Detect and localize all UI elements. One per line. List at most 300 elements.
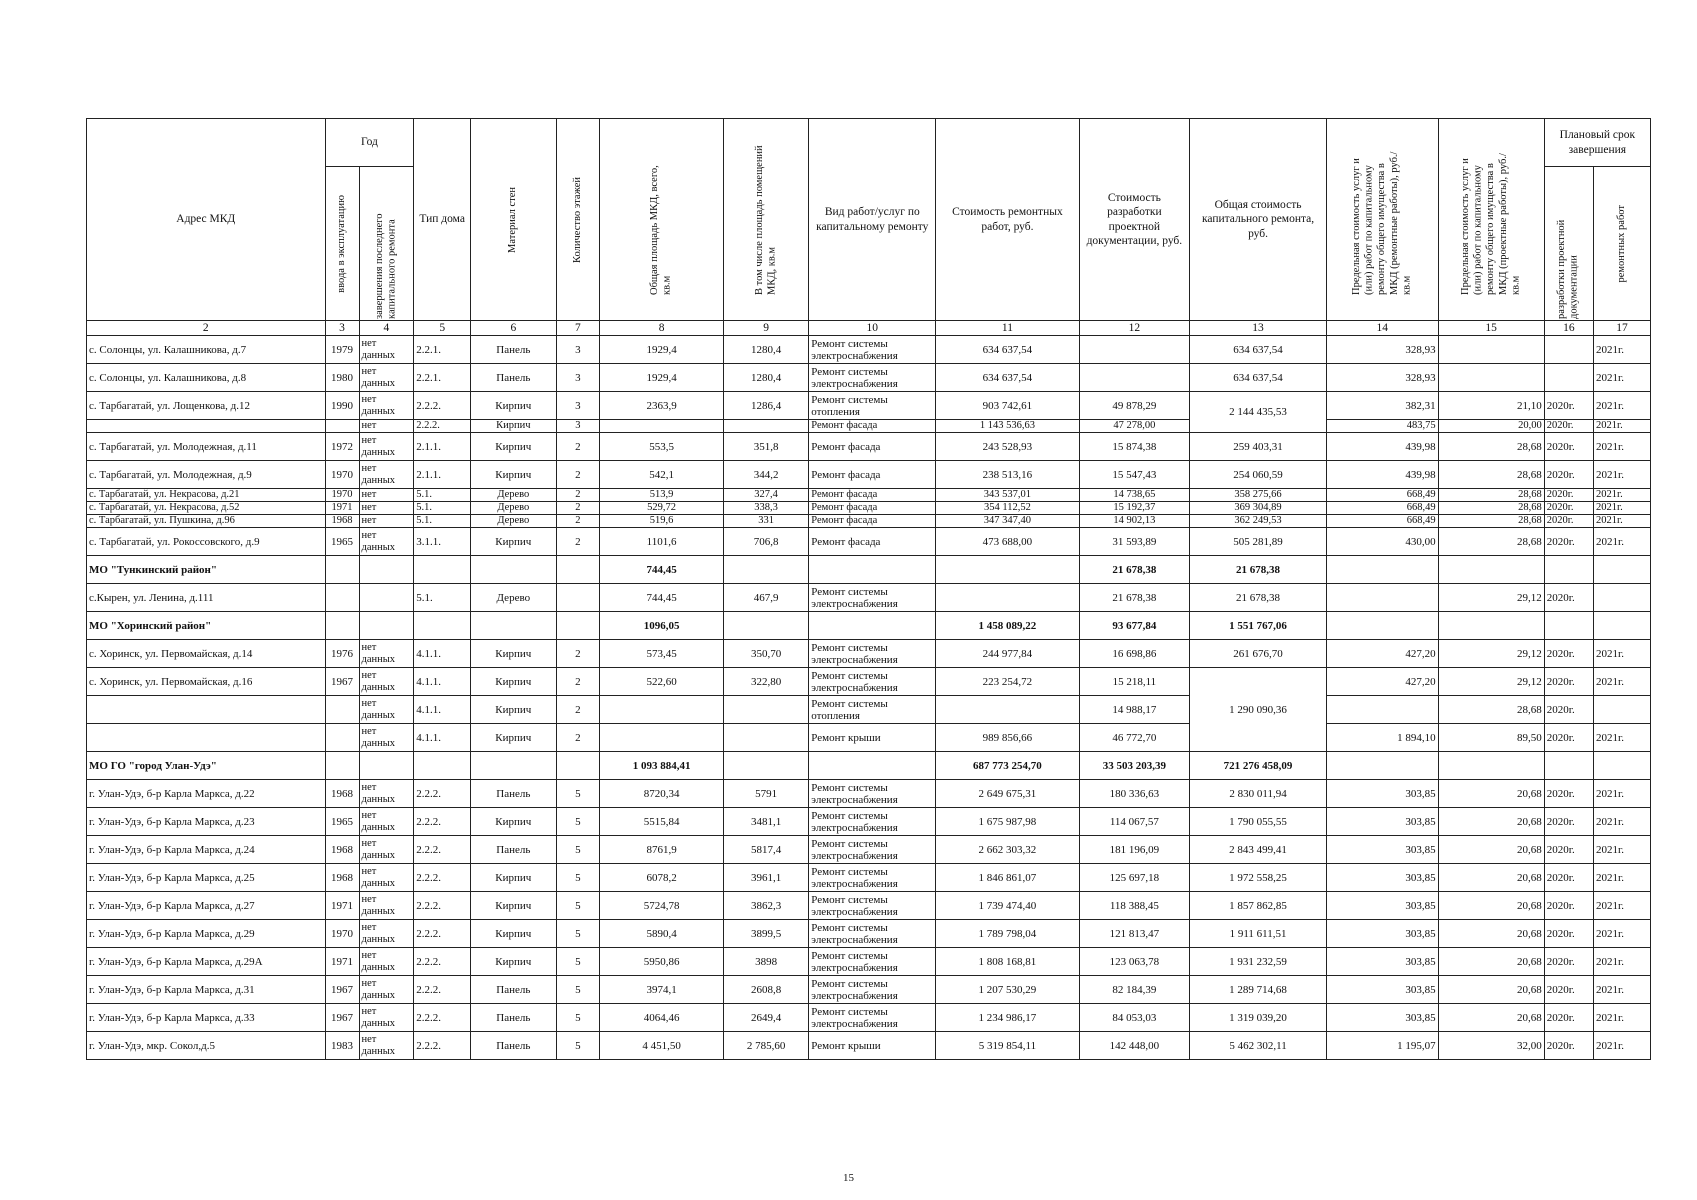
- design-cost-cell: 181 196,09: [1079, 836, 1190, 864]
- year-last-repair-cell: нет данных: [359, 1032, 414, 1060]
- table-row: [87, 364, 1651, 392]
- limit-design-cell: 20,68: [1438, 920, 1544, 948]
- total-cost-cell: 1 290 090,36: [1190, 668, 1327, 752]
- design-cost-cell: 125 697,18: [1079, 864, 1190, 892]
- term-design-cell: 2020г.: [1544, 1004, 1593, 1032]
- year-last-repair-cell: нет: [359, 489, 414, 502]
- design-cost-cell: 49 878,29: [1079, 392, 1190, 420]
- house-type-cell: 5.1.: [414, 584, 471, 612]
- total-cost-cell: 2 144 435,53: [1190, 392, 1327, 433]
- design-cost-cell: 14 988,17: [1079, 696, 1190, 724]
- table-row: [87, 392, 1651, 420]
- header-floors: Количество этажей: [571, 176, 583, 263]
- total-cost-cell: 261 676,70: [1190, 640, 1327, 668]
- year-commission-cell: [325, 584, 359, 612]
- limit-repair-cell: [1326, 696, 1438, 724]
- work-type-cell: Ремонт фасада: [809, 489, 936, 502]
- limit-repair-cell: 668,49: [1326, 502, 1438, 515]
- total-cost-cell: 358 275,66: [1190, 489, 1327, 502]
- table-row: [87, 433, 1651, 461]
- limit-repair-cell: 328,93: [1326, 336, 1438, 364]
- term-repair-cell: 2021г.: [1593, 864, 1650, 892]
- limit-repair-cell: 303,85: [1326, 948, 1438, 976]
- premises-area-cell: 3481,1: [723, 808, 808, 836]
- address-cell: с. Тарбагатай, ул. Молодежная, д.9: [87, 461, 326, 489]
- design-cost-cell: 16 698,86: [1079, 640, 1190, 668]
- year-commission-cell: 1980: [325, 364, 359, 392]
- table-row: [87, 584, 1651, 612]
- repair-cost-cell: 347 347,40: [936, 515, 1079, 528]
- limit-design-cell: 20,68: [1438, 780, 1544, 808]
- design-cost-cell: 47 278,00: [1079, 420, 1190, 433]
- term-design-cell: 2020г.: [1544, 780, 1593, 808]
- column-number: 15: [1438, 321, 1544, 336]
- house-type-cell: 2.2.1.: [414, 364, 471, 392]
- repair-cost-cell: [936, 696, 1079, 724]
- header-limit-repair: Предельная стоимость услуг и (или) работ по капитальному ремонту общего имущества в МКД (ремонтные работы), руб./кв.м: [1350, 151, 1413, 295]
- house-type-cell: 2.2.2.: [414, 808, 471, 836]
- term-repair-cell: 2021г.: [1593, 392, 1650, 420]
- premises-area-cell: 344,2: [723, 461, 808, 489]
- design-cost-cell: 121 813,47: [1079, 920, 1190, 948]
- floors-cell: 5: [556, 836, 600, 864]
- work-type-cell: Ремонт крыши: [809, 724, 936, 752]
- year-last-repair-cell: нет: [359, 420, 414, 433]
- year-last-repair-cell: нет данных: [359, 364, 414, 392]
- repair-cost-cell: 223 254,72: [936, 668, 1079, 696]
- repair-cost-cell: 238 513,16: [936, 461, 1079, 489]
- address-cell: г. Улан-Удэ, б-р Карла Маркса, д.29: [87, 920, 326, 948]
- address-cell: г. Улан-Удэ, б-р Карла Маркса, д.29А: [87, 948, 326, 976]
- repair-cost-cell: 343 537,01: [936, 489, 1079, 502]
- work-type-cell: Ремонт системы электроснабжения: [809, 808, 936, 836]
- limit-design-cell: [1438, 364, 1544, 392]
- year-commission-cell: 1983: [325, 1032, 359, 1060]
- term-repair-cell: 2021г.: [1593, 1004, 1650, 1032]
- limit-repair-cell: 483,75: [1326, 420, 1438, 433]
- work-type-cell: Ремонт системы электроснабжения: [809, 948, 936, 976]
- year-commission-cell: 1972: [325, 433, 359, 461]
- wall-material-cell: Кирпич: [471, 420, 556, 433]
- limit-design-cell: 20,68: [1438, 892, 1544, 920]
- year-commission-cell: 1970: [325, 489, 359, 502]
- wall-material-cell: Панель: [471, 836, 556, 864]
- work-type-cell: Ремонт системы отопления: [809, 392, 936, 420]
- limit-design-cell: 28,68: [1438, 528, 1544, 556]
- premises-area-cell: 2608,8: [723, 976, 808, 1004]
- design-cost-cell: 31 593,89: [1079, 528, 1190, 556]
- limit-repair-cell: 668,49: [1326, 489, 1438, 502]
- premises-area-cell: 327,4: [723, 489, 808, 502]
- address-cell: с. Хоринск, ул. Первомайская, д.14: [87, 640, 326, 668]
- total-area-cell: 529,72: [600, 502, 724, 515]
- design-cost-cell: 14 902,13: [1079, 515, 1190, 528]
- table-row: [87, 920, 1651, 948]
- total-area-cell: 744,45: [600, 584, 724, 612]
- total-cost-cell: 1 289 714,68: [1190, 976, 1327, 1004]
- address-cell: с. Тарбагатай, ул. Молодежная, д.11: [87, 433, 326, 461]
- address-cell: с. Тарбагатай, ул. Пушкина, д.96: [87, 515, 326, 528]
- house-type-cell: 4.1.1.: [414, 696, 471, 724]
- total-cost-cell: 634 637,54: [1190, 336, 1327, 364]
- floors-cell: 5: [556, 1004, 600, 1032]
- floors-cell: 2: [556, 528, 600, 556]
- floors-cell: 2: [556, 696, 600, 724]
- work-type-cell: Ремонт крыши: [809, 1032, 936, 1060]
- term-design-cell: 2020г.: [1544, 892, 1593, 920]
- header-year-commission: ввода в эксплуатацию: [335, 194, 347, 293]
- wall-material-cell: Панель: [471, 364, 556, 392]
- house-type-cell: [414, 612, 471, 640]
- term-repair-cell: 2021г.: [1593, 724, 1650, 752]
- house-type-cell: 5.1.: [414, 502, 471, 515]
- year-commission-cell: 1965: [325, 528, 359, 556]
- design-cost-cell: 21 678,38: [1079, 584, 1190, 612]
- year-last-repair-cell: нет: [359, 515, 414, 528]
- header-repair-cost: Стоимость ремонтных работ, руб.: [936, 119, 1079, 321]
- term-repair-cell: 2021г.: [1593, 892, 1650, 920]
- wall-material-cell: Дерево: [471, 502, 556, 515]
- design-cost-cell: 15 218,11: [1079, 668, 1190, 696]
- table-row: [87, 836, 1651, 864]
- column-number: 2: [87, 321, 326, 336]
- floors-cell: 3: [556, 420, 600, 433]
- limit-repair-cell: 439,98: [1326, 461, 1438, 489]
- limit-repair-cell: [1326, 612, 1438, 640]
- term-design-cell: [1544, 336, 1593, 364]
- limit-design-cell: [1438, 612, 1544, 640]
- floors-cell: 2: [556, 640, 600, 668]
- total-area-cell: 4 451,50: [600, 1032, 724, 1060]
- floors-cell: 5: [556, 976, 600, 1004]
- term-repair-cell: 2021г.: [1593, 461, 1650, 489]
- wall-material-cell: Кирпич: [471, 433, 556, 461]
- repair-cost-cell: [936, 556, 1079, 584]
- address-cell: МО ГО "город Улан-Удэ": [87, 752, 326, 780]
- wall-material-cell: [471, 612, 556, 640]
- column-number: 17: [1593, 321, 1650, 336]
- total-area-cell: 542,1: [600, 461, 724, 489]
- repair-cost-cell: [936, 584, 1079, 612]
- year-commission-cell: 1968: [325, 515, 359, 528]
- house-type-cell: 2.2.2.: [414, 836, 471, 864]
- wall-material-cell: Кирпич: [471, 724, 556, 752]
- year-commission-cell: 1968: [325, 864, 359, 892]
- total-area-cell: 1929,4: [600, 364, 724, 392]
- design-cost-cell: 21 678,38: [1079, 556, 1190, 584]
- repair-cost-cell: 1 808 168,81: [936, 948, 1079, 976]
- year-last-repair-cell: нет данных: [359, 1004, 414, 1032]
- table-row: [87, 976, 1651, 1004]
- year-commission-cell: 1979: [325, 336, 359, 364]
- term-design-cell: [1544, 364, 1593, 392]
- total-area-cell: [600, 724, 724, 752]
- floors-cell: 2: [556, 433, 600, 461]
- wall-material-cell: Кирпич: [471, 668, 556, 696]
- year-commission-cell: 1970: [325, 461, 359, 489]
- table-row: [87, 515, 1651, 528]
- total-area-cell: 553,5: [600, 433, 724, 461]
- floors-cell: [556, 752, 600, 780]
- floors-cell: 5: [556, 808, 600, 836]
- table-row: [87, 780, 1651, 808]
- term-repair-cell: 2021г.: [1593, 1032, 1650, 1060]
- total-cost-cell: 505 281,89: [1190, 528, 1327, 556]
- design-cost-cell: [1079, 364, 1190, 392]
- address-cell: МО "Тункинский район": [87, 556, 326, 584]
- premises-area-cell: 351,8: [723, 433, 808, 461]
- limit-repair-cell: 303,85: [1326, 836, 1438, 864]
- term-repair-cell: [1593, 584, 1650, 612]
- wall-material-cell: Кирпич: [471, 640, 556, 668]
- total-cost-cell: 362 249,53: [1190, 515, 1327, 528]
- year-last-repair-cell: нет данных: [359, 336, 414, 364]
- address-cell: [87, 724, 326, 752]
- term-repair-cell: 2021г.: [1593, 515, 1650, 528]
- house-type-cell: 2.2.2.: [414, 420, 471, 433]
- year-last-repair-cell: нет данных: [359, 433, 414, 461]
- column-number: 4: [359, 321, 414, 336]
- table-row: [87, 808, 1651, 836]
- floors-cell: 2: [556, 461, 600, 489]
- floors-cell: 3: [556, 392, 600, 420]
- year-last-repair-cell: нет: [359, 502, 414, 515]
- term-design-cell: 2020г.: [1544, 392, 1593, 420]
- column-number: 13: [1190, 321, 1327, 336]
- limit-design-cell: 20,68: [1438, 808, 1544, 836]
- limit-design-cell: [1438, 752, 1544, 780]
- house-type-cell: 2.1.1.: [414, 461, 471, 489]
- design-cost-cell: 15 547,43: [1079, 461, 1190, 489]
- limit-repair-cell: 303,85: [1326, 1004, 1438, 1032]
- limit-design-cell: 29,12: [1438, 584, 1544, 612]
- year-last-repair-cell: нет данных: [359, 976, 414, 1004]
- total-area-cell: 573,45: [600, 640, 724, 668]
- work-type-cell: Ремонт системы электроснабжения: [809, 976, 936, 1004]
- year-last-repair-cell: [359, 612, 414, 640]
- house-type-cell: 2.2.2.: [414, 920, 471, 948]
- limit-repair-cell: 303,85: [1326, 892, 1438, 920]
- total-cost-cell: 1 857 862,85: [1190, 892, 1327, 920]
- total-area-cell: 522,60: [600, 668, 724, 696]
- floors-cell: 3: [556, 364, 600, 392]
- repair-cost-cell: 1 846 861,07: [936, 864, 1079, 892]
- header-address: Адрес МКД: [87, 119, 326, 321]
- total-cost-cell: 259 403,31: [1190, 433, 1327, 461]
- term-design-cell: 2020г.: [1544, 584, 1593, 612]
- repair-cost-cell: 5 319 854,11: [936, 1032, 1079, 1060]
- total-cost-cell: 1 319 039,20: [1190, 1004, 1327, 1032]
- repair-cost-cell: 244 977,84: [936, 640, 1079, 668]
- limit-repair-cell: 303,85: [1326, 780, 1438, 808]
- term-repair-cell: 2021г.: [1593, 489, 1650, 502]
- term-design-cell: 2020г.: [1544, 515, 1593, 528]
- term-repair-cell: 2021г.: [1593, 640, 1650, 668]
- column-number: 14: [1326, 321, 1438, 336]
- total-area-cell: [600, 420, 724, 433]
- design-cost-cell: [1079, 336, 1190, 364]
- limit-design-cell: 20,68: [1438, 948, 1544, 976]
- header-wall-material: Материал стен: [507, 186, 519, 253]
- year-commission-cell: 1967: [325, 668, 359, 696]
- work-type-cell: [809, 612, 936, 640]
- column-number: 12: [1079, 321, 1190, 336]
- address-cell: с. Солонцы, ул. Калашникова, д.7: [87, 336, 326, 364]
- repair-cost-cell: 1 207 530,29: [936, 976, 1079, 1004]
- premises-area-cell: 350,70: [723, 640, 808, 668]
- term-repair-cell: 2021г.: [1593, 336, 1650, 364]
- table-row: [87, 502, 1651, 515]
- repair-cost-cell: 1 789 798,04: [936, 920, 1079, 948]
- floors-cell: 2: [556, 724, 600, 752]
- total-cost-cell: 634 637,54: [1190, 364, 1327, 392]
- column-number: 11: [936, 321, 1079, 336]
- table-row: [87, 336, 1651, 364]
- work-type-cell: [809, 556, 936, 584]
- floors-cell: 2: [556, 668, 600, 696]
- column-number: 5: [414, 321, 471, 336]
- total-area-cell: 5890,4: [600, 920, 724, 948]
- wall-material-cell: Кирпич: [471, 392, 556, 420]
- year-commission-cell: 1965: [325, 808, 359, 836]
- table-row: [87, 420, 1651, 433]
- repair-cost-cell: 634 637,54: [936, 364, 1079, 392]
- work-type-cell: Ремонт фасада: [809, 461, 936, 489]
- limit-repair-cell: [1326, 752, 1438, 780]
- total-area-cell: 5950,86: [600, 948, 724, 976]
- address-cell: с. Тарбагатай, ул. Лощенкова, д.12: [87, 392, 326, 420]
- house-type-cell: 2.2.2.: [414, 1032, 471, 1060]
- house-type-cell: 2.2.2.: [414, 864, 471, 892]
- house-type-cell: 4.1.1.: [414, 724, 471, 752]
- work-type-cell: Ремонт фасада: [809, 433, 936, 461]
- term-design-cell: 2020г.: [1544, 668, 1593, 696]
- year-commission-cell: 1971: [325, 502, 359, 515]
- total-area-cell: 519,6: [600, 515, 724, 528]
- premises-area-cell: [723, 420, 808, 433]
- limit-design-cell: 28,68: [1438, 502, 1544, 515]
- year-commission-cell: 1976: [325, 640, 359, 668]
- floors-cell: 5: [556, 864, 600, 892]
- work-type-cell: Ремонт системы электроснабжения: [809, 780, 936, 808]
- limit-repair-cell: 328,93: [1326, 364, 1438, 392]
- year-last-repair-cell: нет данных: [359, 892, 414, 920]
- repair-cost-cell: 634 637,54: [936, 336, 1079, 364]
- table-row: [87, 892, 1651, 920]
- house-type-cell: 2.2.1.: [414, 336, 471, 364]
- floors-cell: [556, 612, 600, 640]
- work-type-cell: Ремонт системы электроснабжения: [809, 364, 936, 392]
- table-row: [87, 640, 1651, 668]
- work-type-cell: [809, 752, 936, 780]
- term-repair-cell: 2021г.: [1593, 780, 1650, 808]
- design-cost-cell: 114 067,57: [1079, 808, 1190, 836]
- premises-area-cell: 5817,4: [723, 836, 808, 864]
- limit-repair-cell: 303,85: [1326, 920, 1438, 948]
- wall-material-cell: Панель: [471, 976, 556, 1004]
- limit-design-cell: 29,12: [1438, 668, 1544, 696]
- term-repair-cell: 2021г.: [1593, 433, 1650, 461]
- limit-repair-cell: 303,85: [1326, 976, 1438, 1004]
- term-repair-cell: 2021г.: [1593, 420, 1650, 433]
- limit-design-cell: 20,68: [1438, 1004, 1544, 1032]
- table-body: [87, 336, 1651, 1060]
- limit-design-cell: [1438, 336, 1544, 364]
- limit-design-cell: 20,68: [1438, 976, 1544, 1004]
- wall-material-cell: Дерево: [471, 515, 556, 528]
- wall-material-cell: Кирпич: [471, 892, 556, 920]
- repair-cost-cell: 1 739 474,40: [936, 892, 1079, 920]
- year-last-repair-cell: нет данных: [359, 461, 414, 489]
- term-design-cell: 2020г.: [1544, 489, 1593, 502]
- premises-area-cell: 706,8: [723, 528, 808, 556]
- wall-material-cell: Кирпич: [471, 528, 556, 556]
- term-design-cell: 2020г.: [1544, 836, 1593, 864]
- floors-cell: 5: [556, 920, 600, 948]
- floors-cell: 3: [556, 336, 600, 364]
- term-repair-cell: 2021г.: [1593, 502, 1650, 515]
- year-last-repair-cell: нет данных: [359, 808, 414, 836]
- total-cost-cell: 1 911 611,51: [1190, 920, 1327, 948]
- work-type-cell: Ремонт фасада: [809, 528, 936, 556]
- premises-area-cell: 5791: [723, 780, 808, 808]
- wall-material-cell: Панель: [471, 1004, 556, 1032]
- total-cost-cell: 1 790 055,55: [1190, 808, 1327, 836]
- design-cost-cell: 142 448,00: [1079, 1032, 1190, 1060]
- premises-area-cell: [723, 556, 808, 584]
- floors-cell: 2: [556, 515, 600, 528]
- premises-area-cell: [723, 696, 808, 724]
- premises-area-cell: 2 785,60: [723, 1032, 808, 1060]
- address-cell: с. Тарбагатай, ул. Рокоссовского, д.9: [87, 528, 326, 556]
- limit-design-cell: [1438, 556, 1544, 584]
- term-repair-cell: 2021г.: [1593, 920, 1650, 948]
- address-cell: г. Улан-Удэ, мкр. Сокол,д.5: [87, 1032, 326, 1060]
- total-cost-cell: 1 931 232,59: [1190, 948, 1327, 976]
- design-cost-cell: 15 192,37: [1079, 502, 1190, 515]
- address-cell: с.Кырен, ул. Ленина, д.111: [87, 584, 326, 612]
- wall-material-cell: Кирпич: [471, 920, 556, 948]
- address-cell: с. Хоринск, ул. Первомайская, д.16: [87, 668, 326, 696]
- wall-material-cell: Кирпич: [471, 864, 556, 892]
- term-repair-cell: [1593, 556, 1650, 584]
- total-area-cell: 1 093 884,41: [600, 752, 724, 780]
- wall-material-cell: [471, 752, 556, 780]
- floors-cell: 2: [556, 489, 600, 502]
- limit-repair-cell: 303,85: [1326, 864, 1438, 892]
- design-cost-cell: 14 738,65: [1079, 489, 1190, 502]
- year-last-repair-cell: нет данных: [359, 668, 414, 696]
- floors-cell: 5: [556, 892, 600, 920]
- header-total-area: Общая площадь МКД, всего, кв.м: [649, 164, 673, 295]
- limit-design-cell: 28,68: [1438, 489, 1544, 502]
- premises-area-cell: 2649,4: [723, 1004, 808, 1032]
- address-cell: г. Улан-Удэ, б-р Карла Маркса, д.33: [87, 1004, 326, 1032]
- floors-cell: 5: [556, 1032, 600, 1060]
- term-repair-cell: [1593, 752, 1650, 780]
- header-design-cost: Стоимость разработки проектной документации, руб.: [1079, 119, 1190, 321]
- total-cost-cell: 369 304,89: [1190, 502, 1327, 515]
- premises-area-cell: 1286,4: [723, 392, 808, 420]
- address-cell: г. Улан-Удэ, б-р Карла Маркса, д.23: [87, 808, 326, 836]
- header-limit-design: Предельная стоимость услуг и (или) работ по капитальному ремонту общего имущества в МКД (проектные работы), руб./кв.м: [1459, 152, 1522, 295]
- repair-cost-cell: 2 662 303,32: [936, 836, 1079, 864]
- table-row: [87, 461, 1651, 489]
- term-design-cell: 2020г.: [1544, 948, 1593, 976]
- column-number: 3: [325, 321, 359, 336]
- total-area-cell: 3974,1: [600, 976, 724, 1004]
- wall-material-cell: Кирпич: [471, 948, 556, 976]
